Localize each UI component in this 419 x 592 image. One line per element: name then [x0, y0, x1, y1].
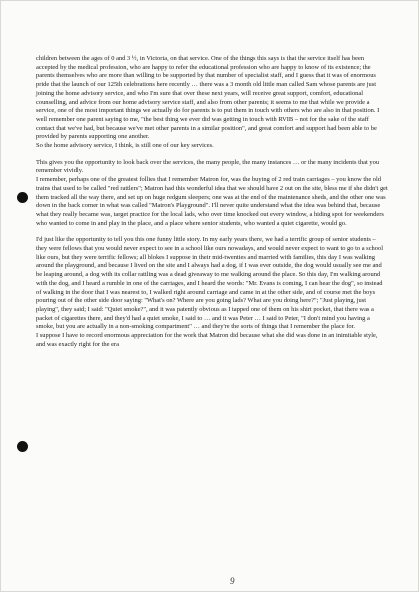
paragraph: This gives you the opportunity to look back over the services, the many people, the many instances … or the many incidents that you remember vividly. — [36, 158, 380, 175]
paragraph: children between the ages of 0 and 3 ½, in Victoria, on that service. One of the things this says is that the service itself has been accepted by the medical profession, who are happy to refer the educational profession who are happy to know of its existence; the parents themselves who are more than willing to be supported by that number of specialist staff, and I guess that it was of enormous pride that the launch of our 125th celebrations here recently … there was a 3 month old little man called Sam whose parents are just joining the home advisory service, and who I'm sure that over these next years, will receive great support, comfort, educational counselling, and advice from our home advisory service staff, and also from other parents; it seems to me that while we provide a service, one of the most important things we actually do for parents is to put them in touch with others who are also in that position. I well remember one parent saying to me, "the best thing we ever did was getting in touch with RVIB – not for the sake of the staff contact that we've had, but because we've met other parents in a similar position", and great comfort and support had been able to be provided by parents supporting one another. — [36, 55, 380, 141]
binder-hole — [17, 192, 28, 203]
paragraph: I remember, perhaps one of the greatest follies that I remember Matron for, was the buying of 2 red train carriages – you know the old trains that used to be called "red rattlers"; Matron had this wonderful idea that we should have 2 out on the site, bless me if she didn't get them tracked all the way there, and set up on huge redgum sleepers; one was at the end of the maintenance sheds, and the other one was down in the back corner in what was called "Matron's Playground". I'll never quite understand what the idea was behind that, because what they really became was, target practice for the local lads, who over time knocked out every window, a hiding spot for weekenders who wanted to come in and play in the place, and a place where senior students, who wanted a quiet cigarette, would go. — [36, 176, 388, 227]
paragraph: I'd just like the opportunity to tell you this one funny little story. In my early years there, we had a terrific group of senior students – they were fellows that you would never expect to see in a school like ours nowadays, and would never expect to want to go to a school like ours, but they were terrific fellows; all blokes I suppose in their mid-twenties and married with families, this day I was walking around the playground, and because I lived on the site and I always had a dog, if I was ever outside, the dog would usually see me and be leaping around, a dog with its collar rattling was a dead giveaway to me walking around the place. So this day, I'm walking around with the dog, and I heard a rumble in one of the carriages, and I heard the words: "Mr. Evans is coming, I can hear the dog", so instead of walking in the door that I was nearest to, I walked right around carriage and came in at the other side, and of course met the boys pouring out of the other side door saying: "What's on? Where are you going lads? What are you doing here?"; "Just playing, just playing", they said; I said: "Quiet smoke?", and it was patently obvious as I tapped one of them on his shirt pocket, that there was a packet of cigarettes there, and they'd had a quiet smoke, I said to … and it was Peter … I said to Peter, "I don't mind you having a smoke, but you are actually in a non-smoking compartment" … and they're the sorts of things that I remember the place for. — [36, 236, 383, 331]
paragraph-gap — [36, 228, 388, 236]
binder-hole — [17, 441, 28, 452]
paragraph: I suppose I have to record enormous appreciation for the work that Matron did because what she did was done in an inimitable style, and was exactly right for the era — [36, 332, 378, 348]
page-number: 9 — [230, 576, 235, 586]
paragraph: So the home advisory service, I think, is still one of our key services. — [36, 142, 214, 150]
body-text — [36, 55, 388, 350]
paragraph-gap — [36, 151, 388, 159]
